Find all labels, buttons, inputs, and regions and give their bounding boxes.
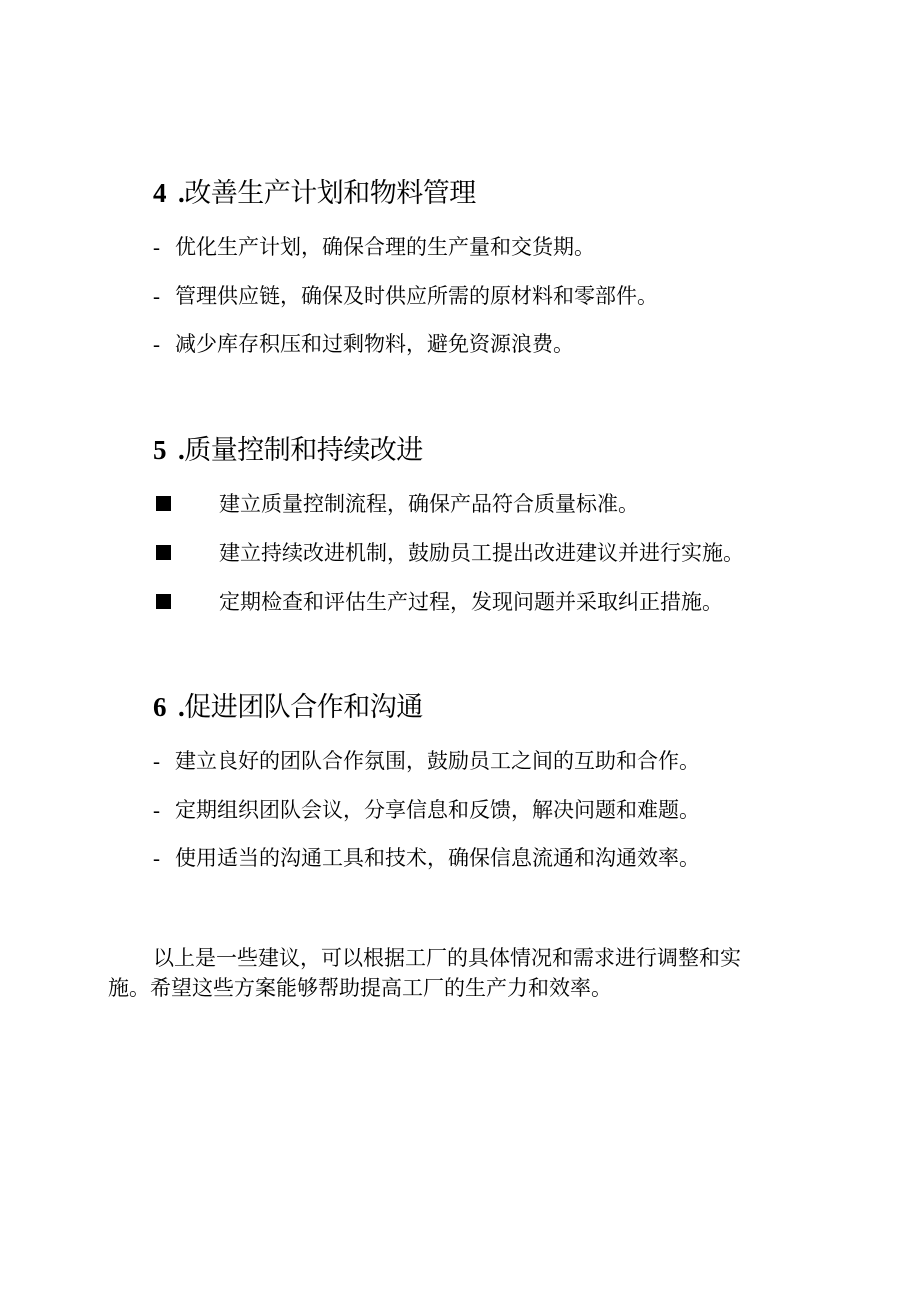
- list-item: [153, 329, 574, 359]
- list-item-text: 建立持续改进机制，鼓励员工提出改进建议并进行实施。: [219, 541, 744, 565]
- section-heading: 4 .改善生产计划和物料管理: [153, 178, 476, 209]
- section-title: 促进团队合作和沟通: [184, 692, 423, 723]
- list-item: [153, 795, 700, 825]
- list-item-text: 建立质量控制流程，确保产品符合质量标准。: [219, 492, 639, 516]
- dash-bullet: -: [153, 284, 160, 308]
- dash-bullet: -: [153, 749, 160, 773]
- dash-bullet: -: [153, 798, 160, 822]
- square-bullet-icon: [156, 545, 171, 560]
- square-bullet-icon: [156, 496, 171, 511]
- section-heading: 5 .质量控制和持续改进: [153, 435, 423, 466]
- conclusion-line-2: 施。希望这些方案能够帮助提高工厂的生产力和效率。: [108, 976, 612, 1000]
- list-item-text: 定期组织团队会议，分享信息和反馈，解决问题和难题。: [175, 798, 700, 822]
- list-item: [153, 746, 700, 776]
- section-title: 改善生产计划和物料管理: [184, 178, 476, 209]
- list-item: [153, 232, 595, 262]
- square-bullet-icon: [156, 594, 171, 609]
- section-number: 6: [153, 692, 166, 722]
- dash-bullet: -: [153, 235, 160, 259]
- dash-bullet: -: [153, 846, 160, 870]
- list-item-text: 使用适当的沟通工具和技术，确保信息流通和沟通效率。: [175, 846, 700, 870]
- section-number: 4: [153, 178, 166, 208]
- dash-bullet: -: [153, 332, 160, 356]
- list-item-text: 减少库存积压和过剩物料，避免资源浪费。: [175, 332, 574, 356]
- list-item-text: 优化生产计划，确保合理的生产量和交货期。: [175, 235, 595, 259]
- section-number: 5: [153, 435, 166, 465]
- list-item: [153, 281, 658, 311]
- section-heading: 6 .促进团队合作和沟通: [153, 692, 423, 723]
- list-item: [153, 843, 700, 873]
- section-title: 质量控制和持续改进: [184, 435, 423, 466]
- list-item-text: 建立良好的团队合作氛围，鼓励员工之间的互助和合作。: [175, 749, 700, 773]
- conclusion-line-1: 以上是一些建议，可以根据工厂的具体情况和需求进行调整和实: [153, 946, 741, 970]
- list-item-text: 管理供应链，确保及时供应所需的原材料和零部件。: [175, 284, 658, 308]
- list-item-text: 定期检查和评估生产过程，发现问题并采取纠正措施。: [219, 590, 723, 614]
